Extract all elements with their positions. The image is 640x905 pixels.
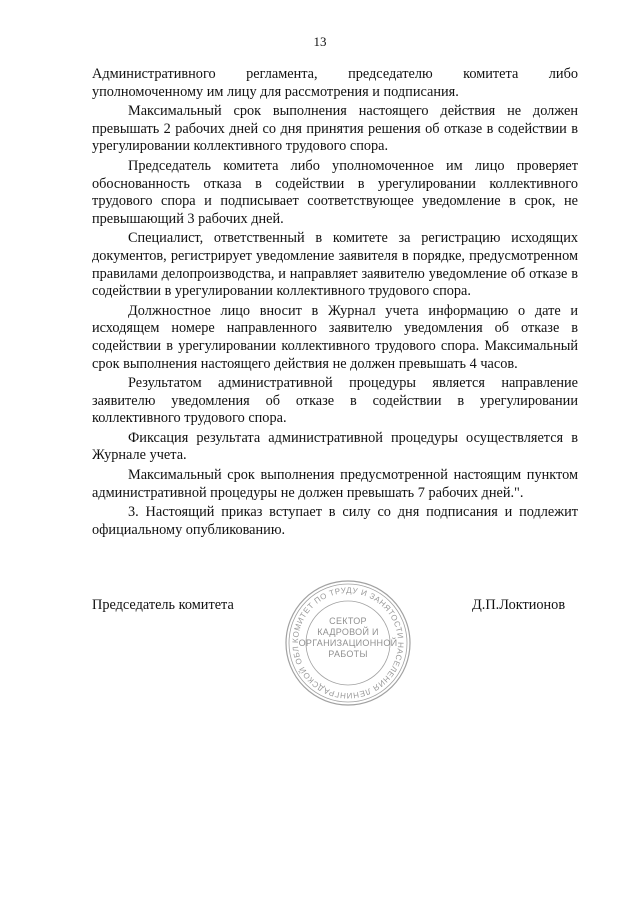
stamp-center-text bbox=[283, 616, 413, 660]
paragraph-5: Должностное лицо вносит в Журнал учета информацию о дате и исходящем номере направленного заявителю уведомления об отказе в содействии в урегулировании коллективного трудового спора. Максимальный срок выполнения настоящего действия не должен превышать 4 часов. bbox=[92, 302, 578, 372]
document-body bbox=[92, 66, 578, 539]
paragraph-7: Фиксация результата административной процедуры осуществляется в Журнале учета. bbox=[92, 429, 578, 464]
paragraph-8: Максимальный срок выполнения предусмотренной настоящим пунктом административной процедуры не должен превышать 7 рабочих дней.". bbox=[92, 467, 578, 501]
official-stamp bbox=[283, 578, 413, 708]
stamp-ring-text: КОМИТЕТ ПО ТРУДУ И ЗАНЯТОСТИ НАСЕЛЕНИЯ ЛЕНИНГРАДСКОЙ ОБЛ bbox=[290, 585, 406, 701]
stamp-line: КАДРОВОЙ И bbox=[317, 627, 379, 637]
stamp-line: ОРГАНИЗАЦИОННОЙ bbox=[298, 638, 398, 648]
paragraph-2: Максимальный срок выполнения настоящего действия не должен превышать 2 рабочих дней со дня принятия решения об отказе в содействии в урегулировании коллективного трудового спора. bbox=[92, 103, 578, 155]
paragraph-4: Специалист, ответственный в комитете за регистрацию исходящих документов, регистрирует уведомление заявителя в порядке, предусмотренном правилами делопроизводства, и направляет заявителю уведомление об отказе в содействии в урегулировании коллективного трудового спора. bbox=[92, 230, 578, 300]
stamp-line: РАБОТЫ bbox=[328, 649, 368, 659]
paragraph-1: Административного регламента, председателю комитета либо уполномоченному им лицу для рассмотрения и подписания. bbox=[92, 66, 578, 100]
paragraph-3: Председатель комитета либо уполномоченное им лицо проверяет обоснованность отказа в содействии в урегулировании коллективного трудового спора и подписывает соответствующее уведомление в срок, не превышающий 3 рабочих дней. bbox=[92, 157, 578, 227]
paragraph-9: 3. Настоящий приказ вступает в силу со дня подписания и подлежит официальному опубликованию. bbox=[92, 504, 578, 538]
signature-name: Д.П.Локтионов bbox=[472, 597, 566, 613]
page-number: 13 bbox=[313, 34, 327, 49]
signature-title: Председатель комитета bbox=[92, 597, 234, 613]
paragraph-6: Результатом административной процедуры является направление заявителю уведомления об отказе в содействии в урегулировании коллективного трудового спора. bbox=[92, 375, 578, 427]
stamp-line: СЕКТОР bbox=[329, 616, 367, 626]
